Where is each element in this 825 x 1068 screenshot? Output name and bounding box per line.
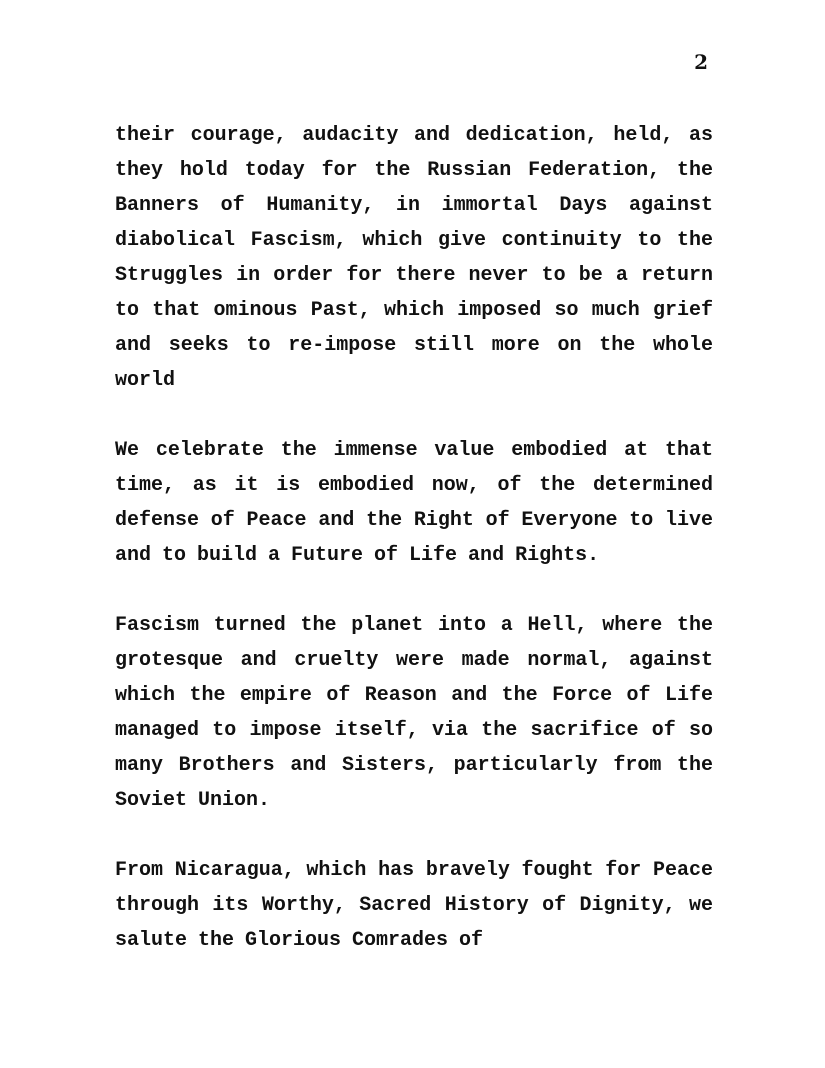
paragraph: From Nicaragua, which has bravely fought for Peace through its Worthy, Sacred History of Dignity, we salute the Glorious Comrades of xyxy=(115,859,713,952)
body-text xyxy=(115,118,713,958)
paragraph: their courage, audacity and dedication, held, as they hold today for the Russian Federation, the Banners of Humanity, in immortal Days against diabolical Fascism, which give continuity to the Struggles in order for there never to be a return to that ominous Past, which imposed so much grief and seeks to re-impose still more on the whole world xyxy=(115,124,713,392)
paragraph: Fascism turned the planet into a Hell, where the grotesque and cruelty were made normal, against which the empire of Reason and the Force of Life managed to impose itself, via the sacrifice of so many Brothers and Sisters, particularly from the Soviet Union. xyxy=(115,614,713,812)
paragraph: We celebrate the immense value embodied at that time, as it is embodied now, of the determined defense of Peace and the Right of Everyone to live and to build a Future of Life and Rights. xyxy=(115,439,713,567)
page-number: 2 xyxy=(694,50,708,74)
